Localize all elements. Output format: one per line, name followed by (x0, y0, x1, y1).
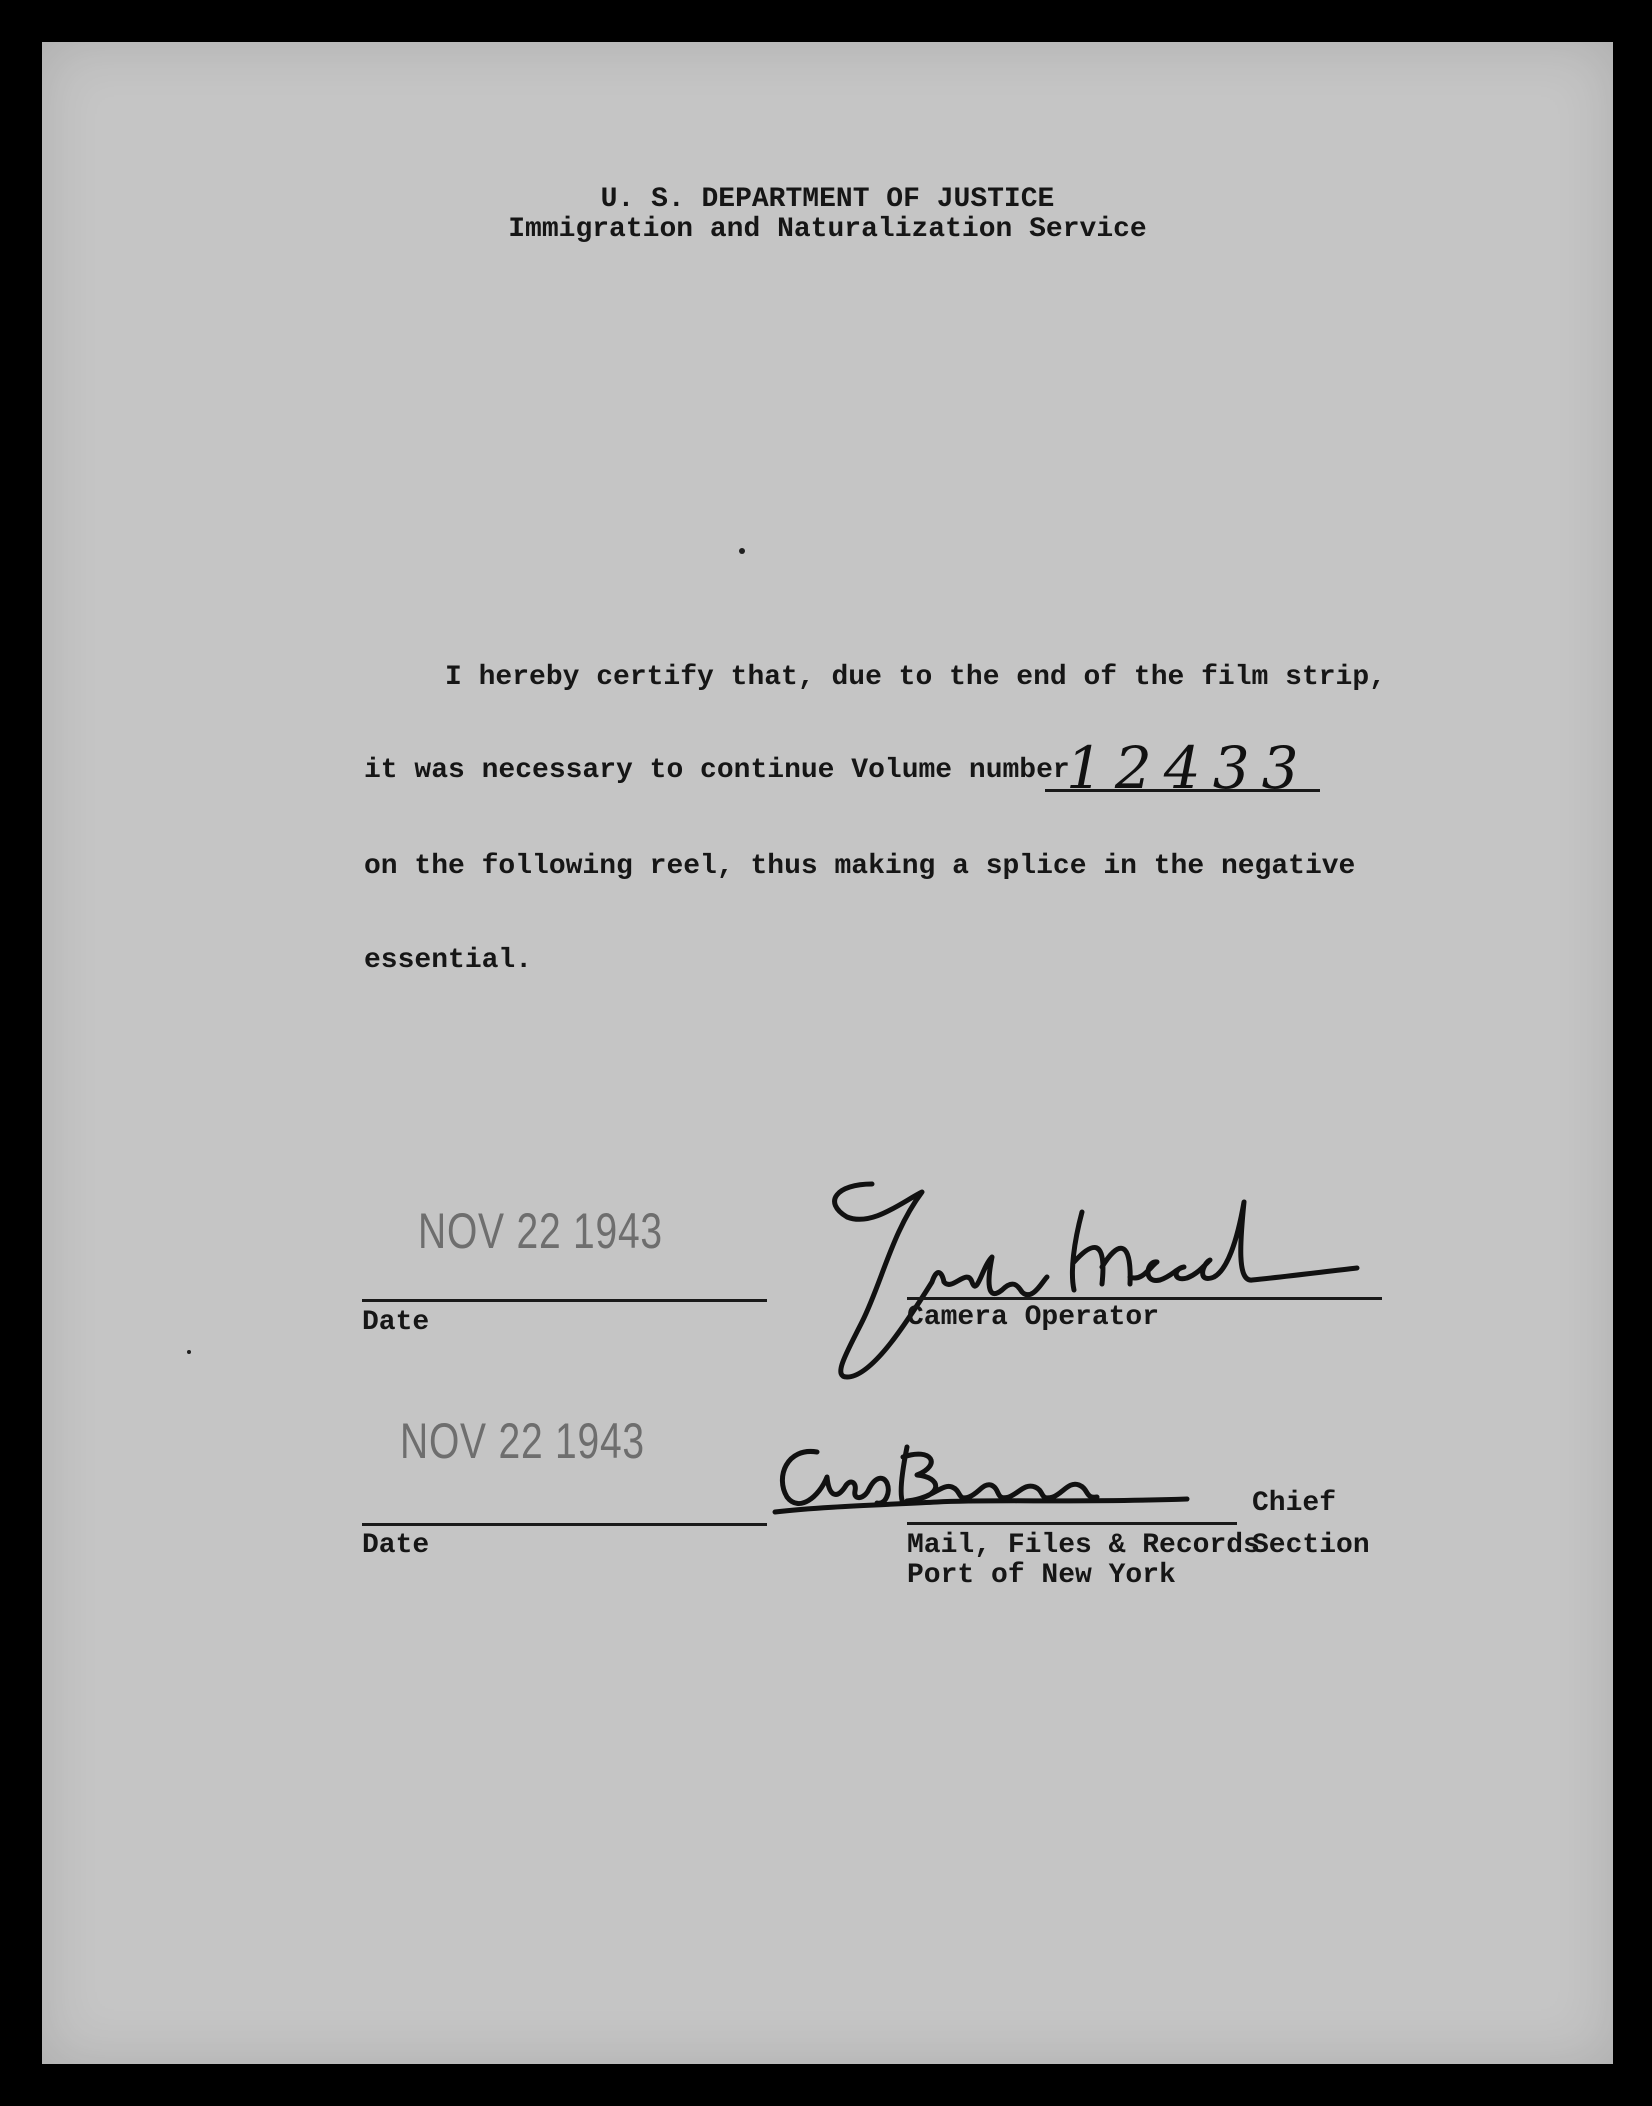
section-label: Section (1252, 1530, 1370, 1561)
chief-label: Chief (1252, 1488, 1337, 1519)
date-stamp-2: NOV 22 1943 (400, 1413, 645, 1469)
signature-john-mead (812, 1172, 1372, 1382)
signature-line-2 (907, 1522, 1237, 1525)
date-label-1: Date (362, 1307, 430, 1338)
date-label-2: Date (362, 1530, 430, 1561)
certify-line-2: it was necessary to continue Volume number (364, 755, 1070, 786)
ink-speck (187, 1350, 191, 1354)
certify-line-1: I hereby certify that, due to the end of the film strip, (445, 662, 1386, 693)
volume-number: 12433 (1066, 734, 1311, 802)
certify-line-3: on the following reel, thus making a splice in the negative (364, 851, 1356, 882)
ink-speck (739, 548, 745, 554)
camera-operator-label: Camera Operator (907, 1302, 1160, 1333)
date-stamp-1: NOV 22 1943 (418, 1203, 663, 1259)
header-department: U. S. DEPARTMENT OF JUSTICE (600, 184, 1055, 215)
header-service: Immigration and Naturalization Service (508, 214, 1147, 245)
signature-chief (757, 1417, 1197, 1537)
date-line-2 (362, 1523, 767, 1526)
mail-files-records-label: Mail, Files & Records (907, 1530, 1260, 1561)
certify-line-4: essential. (364, 945, 533, 976)
signature-line-1 (907, 1297, 1382, 1300)
date-line-1 (362, 1299, 767, 1302)
port-of-new-york-label: Port of New York (907, 1560, 1176, 1591)
document-page (42, 42, 1613, 2064)
